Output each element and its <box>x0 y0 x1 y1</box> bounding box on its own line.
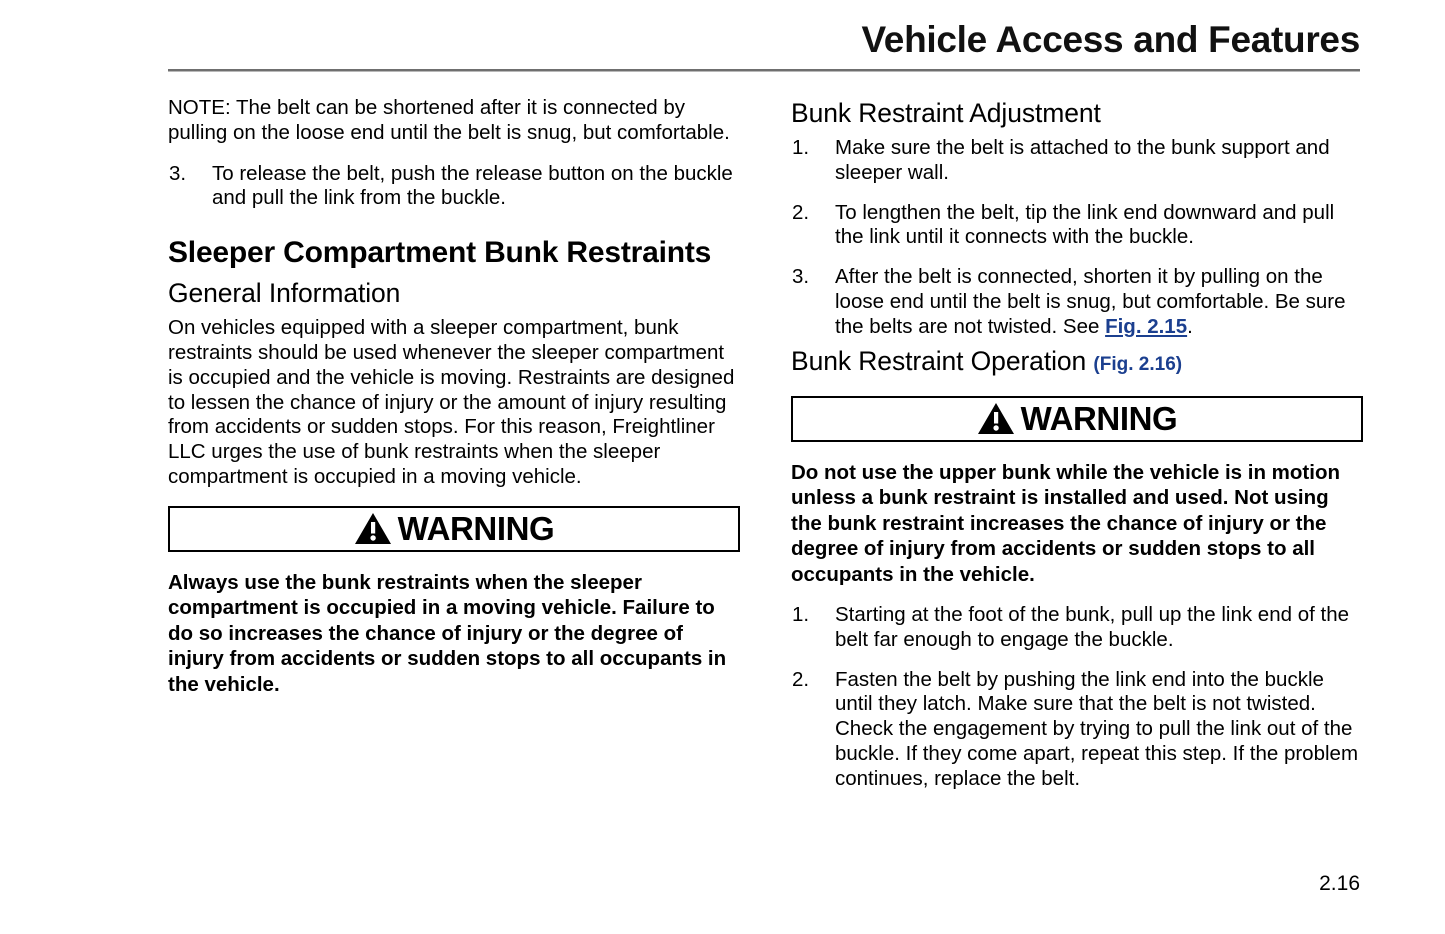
operation-heading: Bunk Restraint Operation <box>791 345 1087 376</box>
left-column <box>168 96 740 713</box>
figure-link-2-15[interactable]: Fig. 2.15 <box>1105 314 1188 338</box>
general-information-paragraph: On vehicles equipped with a sleeper compartment, bunk restraints should be used whenever the sleeper compartment is occupied and the vehicle is moving. Restraints are designed to lessen the chance of injury or the amount of injury resulting from accidents or sudden stops. For this reason, Freightliner LLC urges the use of bunk restraints when the sleeper compartment is occupied in a moving vehicle. <box>168 316 735 488</box>
operation-heading-row <box>791 344 1363 382</box>
list-item <box>791 201 1363 251</box>
section-heading: Sleeper Compartment Bunk Restraints <box>168 236 712 270</box>
warning-banner-content <box>354 510 555 548</box>
list-item <box>791 265 1363 339</box>
list-item-number: 1. <box>792 136 810 159</box>
list-item-number: 3. <box>792 265 810 289</box>
right-column <box>791 96 1363 796</box>
page-title: Vehicle Access and Features <box>861 19 1360 60</box>
warning-banner-content <box>977 400 1178 438</box>
list-item-text: To lengthen the belt, tip the link end downward and pull the link until it connects with the buckle. <box>835 200 1335 249</box>
list-item-number: 2. <box>792 200 810 224</box>
list-item <box>791 603 1363 653</box>
page-number: 2.16 <box>1319 872 1360 895</box>
page-header <box>168 18 1360 72</box>
figure-link-2-16[interactable]: (Fig. 2.16) <box>1093 353 1183 375</box>
warning-body-right: Do not use the upper bunk while the vehicle is in motion unless a bunk restraint is installed and used. Not using the bunk restraint increases the chance of injury or the degree of injury from accidents or sudden stops to all occupants in the vehicle. <box>791 460 1340 586</box>
subsection-heading: General Information <box>168 278 401 309</box>
warning-body-left: Always use the bunk restraints when the sleeper compartment is occupied in a moving vehicle. Failure to do so increases the chance of injury or the degree of injury from accidents or sudden stops to all occupants in the vehicle. <box>168 570 727 696</box>
adjustment-heading: Bunk Restraint Adjustment <box>791 98 1101 128</box>
list-item <box>791 136 1363 186</box>
list-item-text: Fasten the belt by pushing the link end into the buckle until they latch. Make sure that the belt is not twisted. Check the engagement by trying to pull the link out of the buckle. If they come apart, repeat this step. If the problem continues, replace the belt. <box>835 667 1359 790</box>
list-item <box>168 162 740 212</box>
warning-label: WARNING <box>397 510 555 548</box>
warning-triangle-icon <box>354 512 392 545</box>
list-item-number: 3. <box>169 161 187 185</box>
list-item-text-tail: . <box>1187 314 1193 338</box>
list-item-number: 1. <box>792 603 810 627</box>
warning-banner-right <box>791 396 1363 442</box>
header-divider <box>168 69 1360 72</box>
list-item-text: After the belt is connected, shorten it by pulling on the loose end until the belt is snug, but comfortable. Be sure the belts are not twisted. See <box>835 265 1346 338</box>
list-item-text: Make sure the belt is attached to the bunk support and sleeper wall. <box>835 136 1330 184</box>
note-paragraph: NOTE: The belt can be shortened after it is connected by pulling on the loose end until the belt is snug, but comfortable. <box>168 96 730 144</box>
warning-triangle-icon <box>977 402 1015 435</box>
list-item-text: To release the belt, push the release button on the buckle and pull the link from the buckle. <box>212 161 733 210</box>
warning-banner-left <box>168 506 740 552</box>
adjustment-step-list <box>791 136 1363 340</box>
list-item <box>791 668 1363 792</box>
left-step-list <box>168 162 740 212</box>
list-item-text: Starting at the foot of the bunk, pull up the link end of the belt far enough to engage the buckle. <box>835 603 1349 651</box>
operation-step-list <box>791 603 1363 792</box>
warning-label: WARNING <box>1020 400 1178 438</box>
list-item-number: 2. <box>792 667 810 691</box>
